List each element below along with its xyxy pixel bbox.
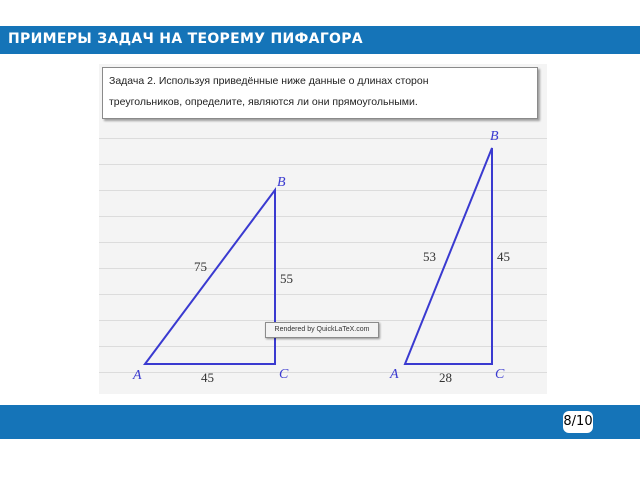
top-band (0, 0, 640, 24)
bottom-bar (0, 405, 640, 439)
triangle-left-vertex-b: B (277, 175, 286, 190)
triangle-right (389, 129, 510, 385)
task-line-1: Задача 2. Используя приведённые ниже данные о длинах сторон (109, 75, 429, 87)
triangle-right-side-ab: 53 (423, 249, 436, 264)
triangle-right-vertex-a: A (390, 367, 399, 382)
task-line-2: треугольников, определите, являются ли они прямоугольными. (109, 96, 418, 108)
quicklatex-watermark: Rendered by QuickLaTeX.com (265, 322, 379, 338)
triangle-left-side-ac: 45 (201, 370, 214, 385)
triangle-right-shape (405, 148, 492, 364)
page-number: 8/10 (563, 414, 593, 429)
title-bar (0, 26, 640, 54)
triangle-left-side-ab: 75 (194, 259, 207, 274)
triangles-diagram (99, 64, 547, 394)
triangle-right-vertex-b: B (490, 129, 499, 144)
triangle-right-side-bc: 45 (497, 249, 510, 264)
triangle-right-side-ac: 28 (439, 370, 452, 385)
task-image (99, 64, 547, 394)
page-number-badge (563, 411, 593, 433)
triangle-left-vertex-a: A (133, 368, 142, 383)
triangle-left-shape (145, 190, 275, 364)
triangle-left-vertex-c: C (279, 367, 289, 382)
triangle-left-side-bc: 55 (280, 271, 293, 286)
triangle-right-vertex-c: C (495, 367, 505, 382)
slide-title: ПРИМЕРЫ ЗАДАЧ НА ТЕОРЕМУ ПИФАГОРА (8, 31, 363, 47)
triangle-left (132, 175, 293, 385)
